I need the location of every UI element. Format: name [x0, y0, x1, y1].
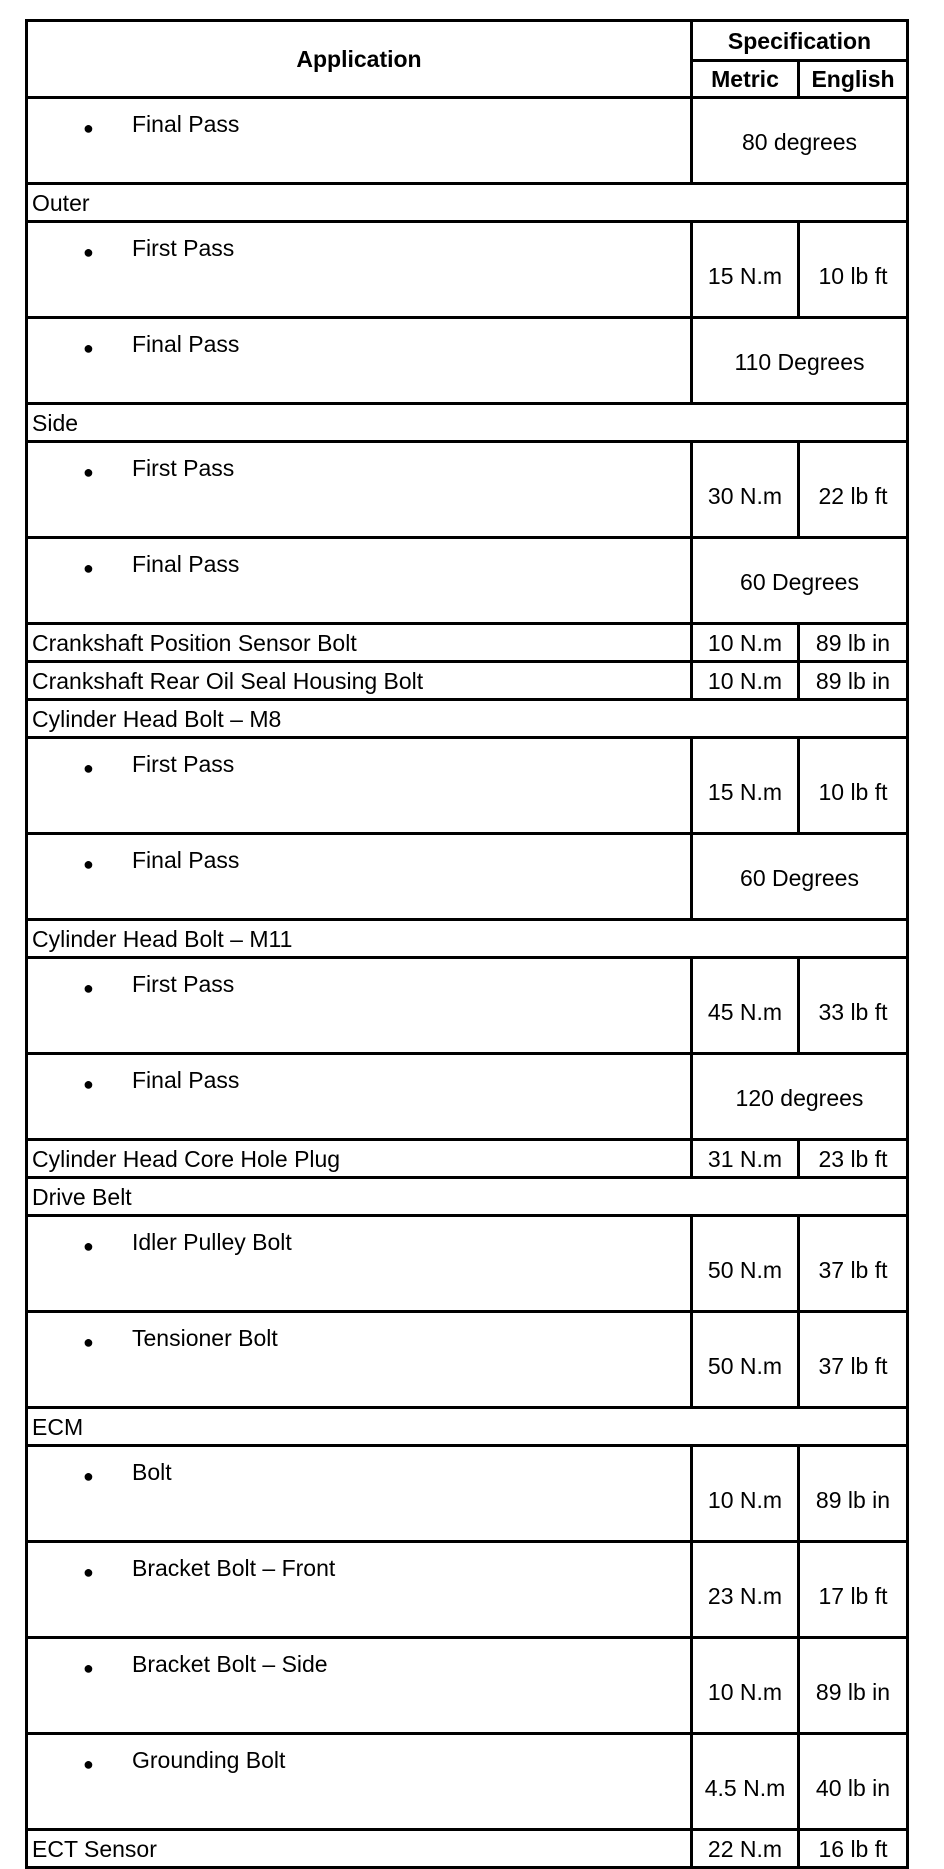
- english-value: 37 lb ft: [799, 1216, 908, 1312]
- table-row: [27, 738, 908, 834]
- table-row: [27, 1312, 908, 1408]
- group-heading: Cylinder Head Bolt – M11: [27, 920, 908, 958]
- application-label: Bolt: [132, 1459, 172, 1485]
- application-cell: [27, 1446, 692, 1542]
- table-row: [27, 98, 908, 184]
- application-cell: [27, 1312, 692, 1408]
- table-row: [27, 442, 908, 538]
- table-row: [27, 1446, 908, 1542]
- torque-spec-table: [25, 19, 909, 1869]
- english-value: 89 lb in: [799, 1446, 908, 1542]
- bullet-icon: ●: [83, 1236, 94, 1256]
- bullet-icon: ●: [83, 1466, 94, 1486]
- specification-header: Specification: [692, 21, 908, 61]
- application-label: Final Pass: [132, 551, 240, 577]
- english-value: 37 lb ft: [799, 1312, 908, 1408]
- application-cell: [27, 1542, 692, 1638]
- application-cell: [27, 98, 692, 184]
- application-cell: [27, 958, 692, 1054]
- table-row: [27, 700, 908, 738]
- group-heading: Drive Belt: [27, 1178, 908, 1216]
- application-label: Tensioner Bolt: [132, 1325, 278, 1351]
- table-row: [27, 1408, 908, 1446]
- application-cell: [27, 538, 692, 624]
- table-row: [27, 318, 908, 404]
- table-row: [27, 662, 908, 700]
- application-label: First Pass: [132, 751, 235, 777]
- bullet-icon: ●: [83, 1562, 94, 1582]
- table-row: [27, 222, 908, 318]
- group-heading: ECM: [27, 1408, 908, 1446]
- table-row: [27, 1734, 908, 1830]
- table-row: [27, 1830, 908, 1868]
- table-row: [27, 920, 908, 958]
- table-row: [27, 1542, 908, 1638]
- bullet-icon: ●: [83, 558, 94, 578]
- metric-value: 31 N.m: [692, 1140, 799, 1178]
- application-header: Application: [27, 21, 692, 98]
- angle-spec-value: 60 Degrees: [692, 538, 908, 624]
- angle-spec-value: 110 Degrees: [692, 318, 908, 404]
- metric-header: Metric: [692, 61, 799, 98]
- application-label: Final Pass: [132, 111, 240, 137]
- table-row: [27, 1178, 908, 1216]
- application-label: First Pass: [132, 971, 235, 997]
- metric-value: 50 N.m: [692, 1312, 799, 1408]
- bullet-icon: ●: [83, 338, 94, 358]
- application-cell: [27, 222, 692, 318]
- english-value: 10 lb ft: [799, 222, 908, 318]
- table-row: [27, 404, 908, 442]
- application-cell: [27, 834, 692, 920]
- bullet-icon: ●: [83, 1754, 94, 1774]
- bullet-icon: ●: [83, 978, 94, 998]
- english-value: 10 lb ft: [799, 738, 908, 834]
- metric-value: 10 N.m: [692, 1446, 799, 1542]
- english-header: English: [799, 61, 908, 98]
- table-row: [27, 958, 908, 1054]
- application-label: Cylinder Head Core Hole Plug: [27, 1140, 692, 1178]
- metric-value: 23 N.m: [692, 1542, 799, 1638]
- application-cell: [27, 1054, 692, 1140]
- metric-value: 50 N.m: [692, 1216, 799, 1312]
- application-label: Crankshaft Rear Oil Seal Housing Bolt: [27, 662, 692, 700]
- english-value: 33 lb ft: [799, 958, 908, 1054]
- angle-spec-value: 80 degrees: [692, 98, 908, 184]
- application-label: Grounding Bolt: [132, 1747, 286, 1773]
- metric-value: 15 N.m: [692, 738, 799, 834]
- bullet-icon: ●: [83, 1332, 94, 1352]
- application-label: First Pass: [132, 235, 235, 261]
- group-heading: Side: [27, 404, 908, 442]
- application-cell: [27, 1216, 692, 1312]
- english-value: 89 lb in: [799, 662, 908, 700]
- application-label: First Pass: [132, 455, 235, 481]
- bullet-icon: ●: [83, 1658, 94, 1678]
- table-row: [27, 624, 908, 662]
- angle-spec-value: 120 degrees: [692, 1054, 908, 1140]
- application-label: Bracket Bolt – Side: [132, 1651, 328, 1677]
- table-body: [27, 98, 908, 1868]
- application-label: ECT Sensor: [27, 1830, 692, 1868]
- table-row: [27, 834, 908, 920]
- metric-value: 45 N.m: [692, 958, 799, 1054]
- metric-value: 15 N.m: [692, 222, 799, 318]
- group-heading: Outer: [27, 184, 908, 222]
- application-label: Crankshaft Position Sensor Bolt: [27, 624, 692, 662]
- application-label: Bracket Bolt – Front: [132, 1555, 336, 1581]
- metric-value: 10 N.m: [692, 1638, 799, 1734]
- table-row: [27, 1140, 908, 1178]
- table-row: [27, 184, 908, 222]
- english-value: 40 lb in: [799, 1734, 908, 1830]
- application-label: Final Pass: [132, 331, 240, 357]
- metric-value: 22 N.m: [692, 1830, 799, 1868]
- application-cell: [27, 1638, 692, 1734]
- table-row: [27, 1216, 908, 1312]
- english-value: 16 lb ft: [799, 1830, 908, 1868]
- bullet-icon: ●: [83, 758, 94, 778]
- metric-value: 4.5 N.m: [692, 1734, 799, 1830]
- metric-value: 30 N.m: [692, 442, 799, 538]
- metric-value: 10 N.m: [692, 624, 799, 662]
- angle-spec-value: 60 Degrees: [692, 834, 908, 920]
- english-value: 22 lb ft: [799, 442, 908, 538]
- english-value: 17 lb ft: [799, 1542, 908, 1638]
- metric-value: 10 N.m: [692, 662, 799, 700]
- application-label: Final Pass: [132, 847, 240, 873]
- bullet-icon: ●: [83, 242, 94, 262]
- application-cell: [27, 1734, 692, 1830]
- bullet-icon: ●: [83, 854, 94, 874]
- table-row: [27, 538, 908, 624]
- bullet-icon: ●: [83, 462, 94, 482]
- english-value: 89 lb in: [799, 1638, 908, 1734]
- application-label: Idler Pulley Bolt: [132, 1229, 292, 1255]
- bullet-icon: ●: [83, 1074, 94, 1094]
- english-value: 89 lb in: [799, 624, 908, 662]
- application-cell: [27, 442, 692, 538]
- application-label: Final Pass: [132, 1067, 240, 1093]
- application-cell: [27, 318, 692, 404]
- group-heading: Cylinder Head Bolt – M8: [27, 700, 908, 738]
- table-row: [27, 1054, 908, 1140]
- bullet-icon: ●: [83, 118, 94, 138]
- application-cell: [27, 738, 692, 834]
- english-value: 23 lb ft: [799, 1140, 908, 1178]
- table-row: [27, 1638, 908, 1734]
